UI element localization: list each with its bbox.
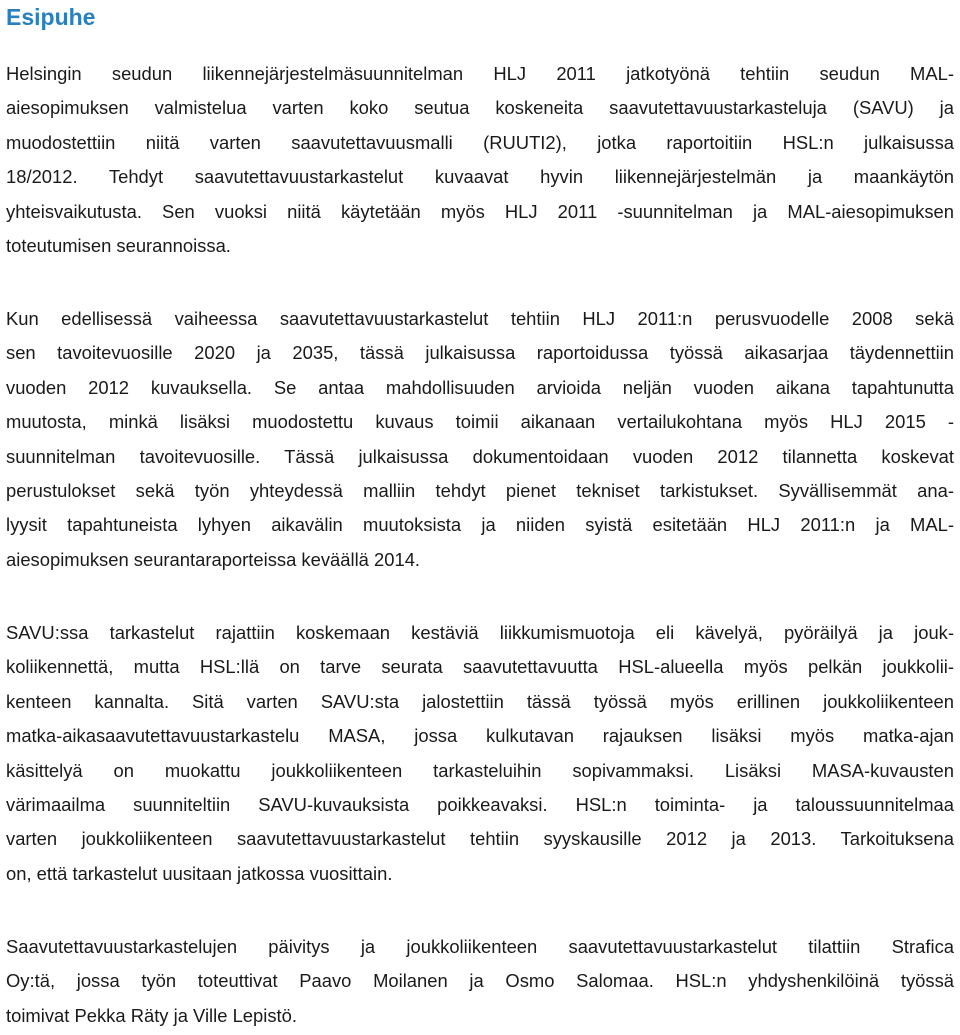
paragraph-2 <box>6 302 954 577</box>
paragraph-line: SAVU:ssa tarkastelut rajattiin koskemaan kestäviä liikkumismuotoja eli kävelyä, pyöräilyä ja jouk- <box>6 622 954 643</box>
page-title: Esipuhe <box>6 4 96 30</box>
paragraph-line: lyysit tapahtuneista lyhyen aikavälin muutoksista ja niiden syistä esitetään HLJ 2011:n ja MAL- <box>6 514 954 536</box>
paragraph-line: toteutumisen seurannoissa. <box>6 234 231 256</box>
paragraph-line: käsittelyä on muokattu joukkoliikenteen tarkasteluihin sopivammaksi. Lisäksi MASA-kuvausten <box>6 759 954 781</box>
paragraph-1 <box>6 57 954 263</box>
paragraph-line: perustulokset sekä työn yhteydessä malliin tehdyt pienet tekniset tarkistukset. Syvällisemmät ana- <box>6 479 954 501</box>
paragraph-line: koliikennettä, mutta HSL:llä on tarve seurata saavutettavuutta HSL-alueella myös pelkän joukkolii- <box>6 656 954 678</box>
paragraph-3 <box>6 616 954 891</box>
paragraph-line: vuoden 2012 kuvauksella. Se antaa mahdollisuuden arvioida neljän vuoden aikana tapahtunutta <box>6 376 954 398</box>
paragraph-line: muutosta, minkä lisäksi muodostettu kuvaus toimii aikanaan vertailukohtana myös HLJ 2015 - <box>6 411 954 433</box>
paragraph-line: kenteen kannalta. Sitä varten SAVU:sta jalostettiin tässä työssä myös erillinen joukkoliikenteen <box>6 690 954 712</box>
paragraph-line: aiesopimuksen seurantaraporteissa keväällä 2014. <box>6 548 421 570</box>
paragraph-line: Kun edellisessä vaiheessa saavutettavuustarkastelut tehtiin HLJ 2011:n perusvuodelle 2008 sekä <box>6 308 954 329</box>
paragraph-line: sen tavoitevuosille 2020 ja 2035, tässä julkaisussa raportoidussa työssä aikasarjaa täydennettiin <box>6 342 954 364</box>
paragraph-line: matka-aikasaavutettavuustarkastelu MASA, jossa kulkutavan rajauksen lisäksi myös matka-ajan <box>6 725 954 747</box>
paragraph-line: suunnitelman tavoitevuosille. Tässä julkaisussa dokumentoidaan vuoden 2012 tilannetta koskevat <box>6 445 954 467</box>
paragraph-line: 18/2012. Tehdyt saavutettavuustarkastelut kuvaavat hyvin liikennejärjestelmän ja maankäytön <box>6 166 954 188</box>
paragraph-line: yhteisvaikutusta. Sen vuoksi niitä käytetään myös HLJ 2011 -suunnitelman ja MAL-aiesopimuksen <box>6 200 954 222</box>
paragraph-line: aiesopimuksen valmistelua varten koko seutua koskeneita saavutettavuustarkasteluja (SAVU) ja <box>6 97 954 119</box>
paragraph-line: värimaailma suunniteltiin SAVU-kuvauksista poikkeavaksi. HSL:n toiminta- ja taloussuunnitelmaa <box>6 793 954 815</box>
paragraph-line: Saavutettavuustarkastelujen päivitys ja joukkoliikenteen saavutettavuustarkastelut tilattiin Strafica <box>6 936 954 957</box>
paragraph-line: toimivat Pekka Räty ja Ville Lepistö. <box>6 1004 297 1026</box>
paragraph-4 <box>6 930 954 1033</box>
paragraph-line: varten joukkoliikenteen saavutettavuustarkastelut tehtiin syyskausille 2012 ja 2013. Tarkoituksena <box>6 828 954 850</box>
paragraph-line: muodostettiin niitä varten saavutettavuusmalli (RUUTI2), jotka raportoitiin HSL:n julkaisussa <box>6 131 954 153</box>
paragraph-line: Helsingin seudun liikennejärjestelmäsuunnitelman HLJ 2011 jatkotyönä tehtiin seudun MAL- <box>6 63 954 84</box>
paragraph-line: on, että tarkastelut uusitaan jatkossa vuosittain. <box>6 862 393 884</box>
paragraph-line: Oy:tä, jossa työn toteuttivat Paavo Moilanen ja Osmo Salomaa. HSL:n yhdyshenkilöinä työssä <box>6 970 954 992</box>
